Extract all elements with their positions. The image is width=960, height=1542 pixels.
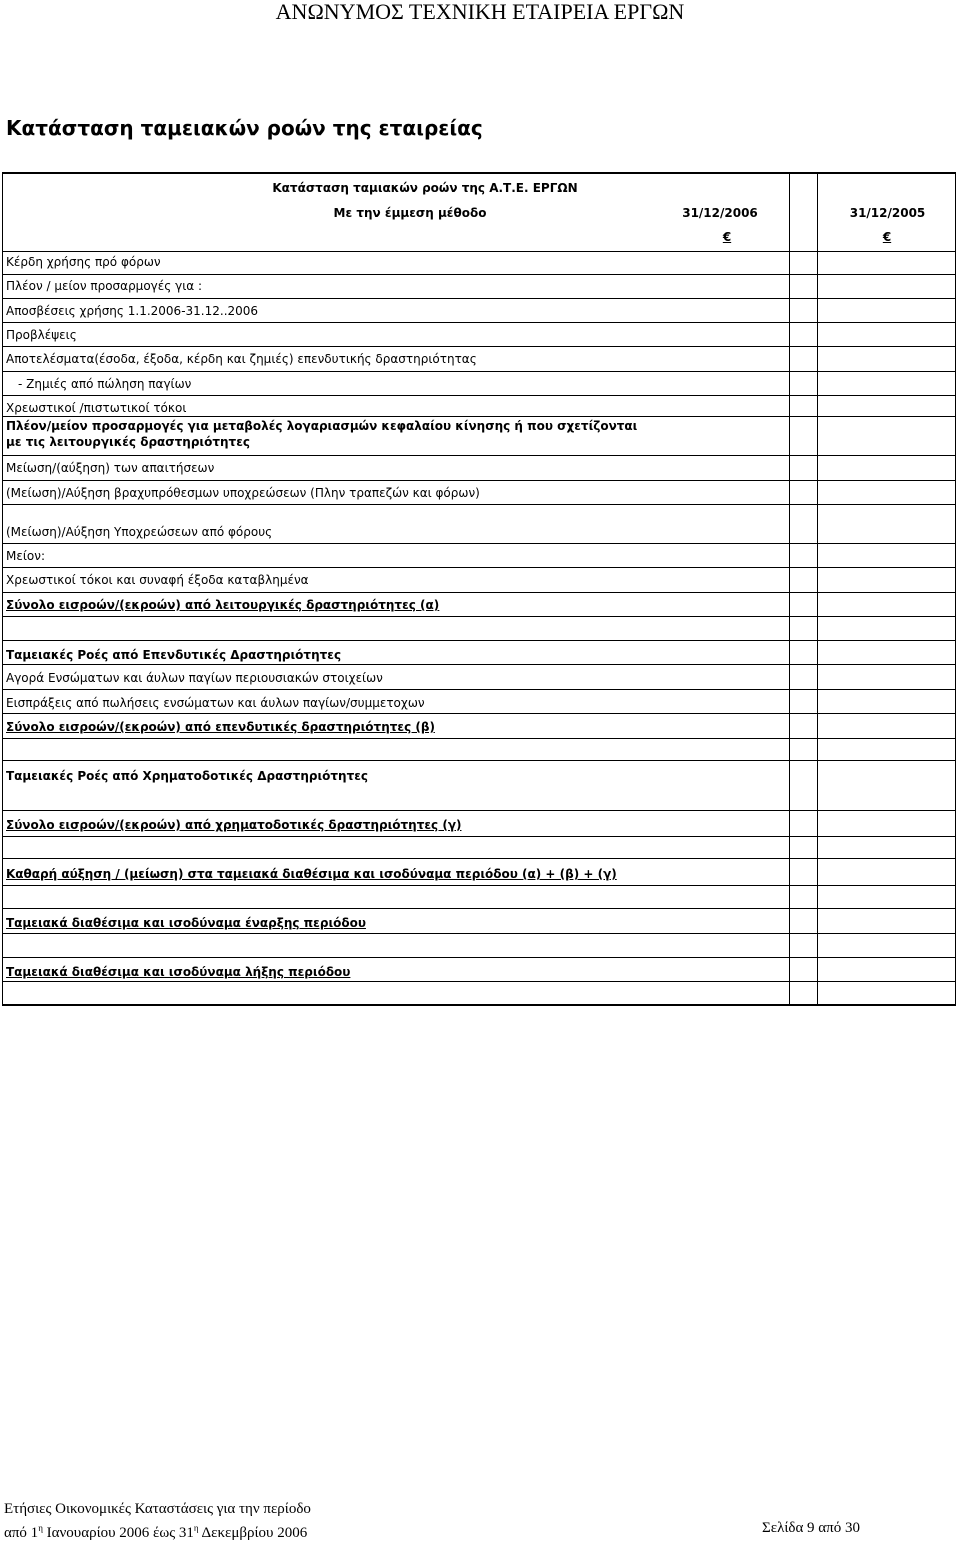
row-divider <box>2 567 955 568</box>
row-label: Πλέον / μείον προσαρμογές για : <box>6 279 203 293</box>
footer-end: Δεκεμβρίου 2006 <box>198 1525 308 1541</box>
col-2006-header: 31/12/2006 <box>682 206 758 220</box>
company-header: ΑΝΩΝΥΜΟΣ ΤΕΧΝΙΚΗ ΕΤΑΙΡΕΙΑ ΕΡΓΩΝ <box>275 0 685 24</box>
footer-sup-1: η <box>38 1523 43 1533</box>
row-label: Ταμειακά διαθέσιμα και ισοδύναμα λήξης περιόδου <box>6 965 351 979</box>
row-label: Ταμειακές Ροές από Χρηματοδοτικές Δραστηριότητες <box>6 769 369 783</box>
currency-2005: € <box>882 230 892 244</box>
currency-2006: € <box>722 230 732 244</box>
row-label: Αποσβέσεις χρήσης 1.1.2006-31.12..2006 <box>6 304 259 318</box>
footer-period: Ετήσιες Οικονομικές Καταστάσεις για την περίοδο <box>4 1501 311 1517</box>
row-divider <box>2 957 955 958</box>
row-label: Σύνολο εισροών/(εκροών) από λειτουργικές δραστηριότητες (α) <box>6 598 440 612</box>
row-divider <box>2 371 955 372</box>
row-label: Μείωση/(αύξηση) των απαιτήσεων <box>6 461 215 475</box>
footer-dates <box>4 1519 307 1542</box>
row-label: Μείον: <box>6 549 45 563</box>
row-label: Αγορά Ενσώματων και άυλων παγίων περιουσιακών στοιχείων <box>6 671 383 685</box>
row-label: (Μείωση)/Αύξηση βραχυπρόθεσμων υποχρεώσεων (Πλην τραπεζών και φόρων) <box>6 486 480 500</box>
row-label: Σύνολο εισροών/(εκροών) από επενδυτικές δραστηριότητες (β) <box>6 720 435 734</box>
row-divider <box>2 395 955 396</box>
row-divider <box>2 322 955 323</box>
row-label: Κέρδη χρήσης πρό φόρων <box>6 255 161 269</box>
row-label: Εισπράξεις από πωλήσεις ενσώματων και άυλων παγίων/συμμετοχων <box>6 696 425 710</box>
row-divider <box>2 810 955 811</box>
row-divider <box>2 933 955 934</box>
footer-sup-2: η <box>193 1523 199 1533</box>
row-divider <box>2 592 955 593</box>
frame-bottom <box>2 1004 955 1006</box>
table-caption: Κατάσταση ταμιακών ροών της Α.Τ.Ε. ΕΡΓΩΝ <box>272 181 578 195</box>
row-divider <box>2 689 955 690</box>
row-divider <box>2 616 955 617</box>
row-divider <box>2 738 955 739</box>
footer-from: από 1 <box>4 1525 39 1541</box>
page-title: Κατάσταση ταμειακών ροών της εταιρείας <box>6 116 483 140</box>
row-divider <box>2 346 955 347</box>
row-divider <box>2 504 955 505</box>
frame-top <box>2 172 955 174</box>
row-label: Χρεωστικοί τόκοι και συναφή έξοδα καταβλημένα <box>6 573 309 587</box>
row-divider <box>2 885 955 886</box>
row-divider <box>2 298 955 299</box>
row-label: Πλέον/μείον προσαρμογές για μεταβολές λογαριασμών κεφαλαίου κίνησης ή που σχετίζονται με τις λειτουργικές δραστηριότητες <box>6 419 638 449</box>
row-label: Αποτελέσματα(έσοδα, έξοδα, κέρδη και ζημιές) επενδυτικής δραστηριότητας <box>6 352 477 366</box>
row-label: Προβλέψεις <box>6 328 77 342</box>
col-2005-header: 31/12/2005 <box>849 206 926 220</box>
rule <box>2 251 955 252</box>
row-divider <box>2 416 955 417</box>
row-divider <box>2 858 955 859</box>
row-divider <box>2 455 955 456</box>
row-label: (Μείωση)/Αύξηση Υποχρεώσεων από φόρους <box>6 525 273 539</box>
row-label: Ταμειακά διαθέσιμα και ισοδύναμα έναρξης περιόδου <box>6 916 366 930</box>
row-divider <box>2 760 955 761</box>
row-divider <box>2 908 955 909</box>
row-label: Χρεωστικοί /πιστωτικοί τόκοι <box>6 401 187 415</box>
frame-right <box>955 172 956 1006</box>
row-divider <box>2 274 955 275</box>
row-divider <box>2 543 955 544</box>
row-divider <box>2 664 955 665</box>
row-label: Ταμειακές Ροές από Επενδυτικές Δραστηριότητες <box>6 648 342 662</box>
row-label: Καθαρή αύξηση / (μείωση) στα ταμειακά διαθέσιμα και ισοδύναμα περιόδου (α) + (β) + (γ) <box>6 867 617 881</box>
row-label: Σύνολο εισροών/(εκροών) από χρηματοδοτικές δραστηριότητες (γ) <box>6 818 462 832</box>
method-label: Με την έμμεση μέθοδο <box>333 206 487 220</box>
row-divider <box>2 713 955 714</box>
row-label: - Ζημιές από πώληση παγίων <box>18 377 192 391</box>
row-divider <box>2 981 955 982</box>
row-divider <box>2 480 955 481</box>
page-number: Σελίδα 9 από 30 <box>762 1520 860 1536</box>
row-divider <box>2 640 955 641</box>
row-divider <box>2 836 955 837</box>
footer-to: Ιανουαρίου 2006 έως 31 <box>42 1525 194 1541</box>
